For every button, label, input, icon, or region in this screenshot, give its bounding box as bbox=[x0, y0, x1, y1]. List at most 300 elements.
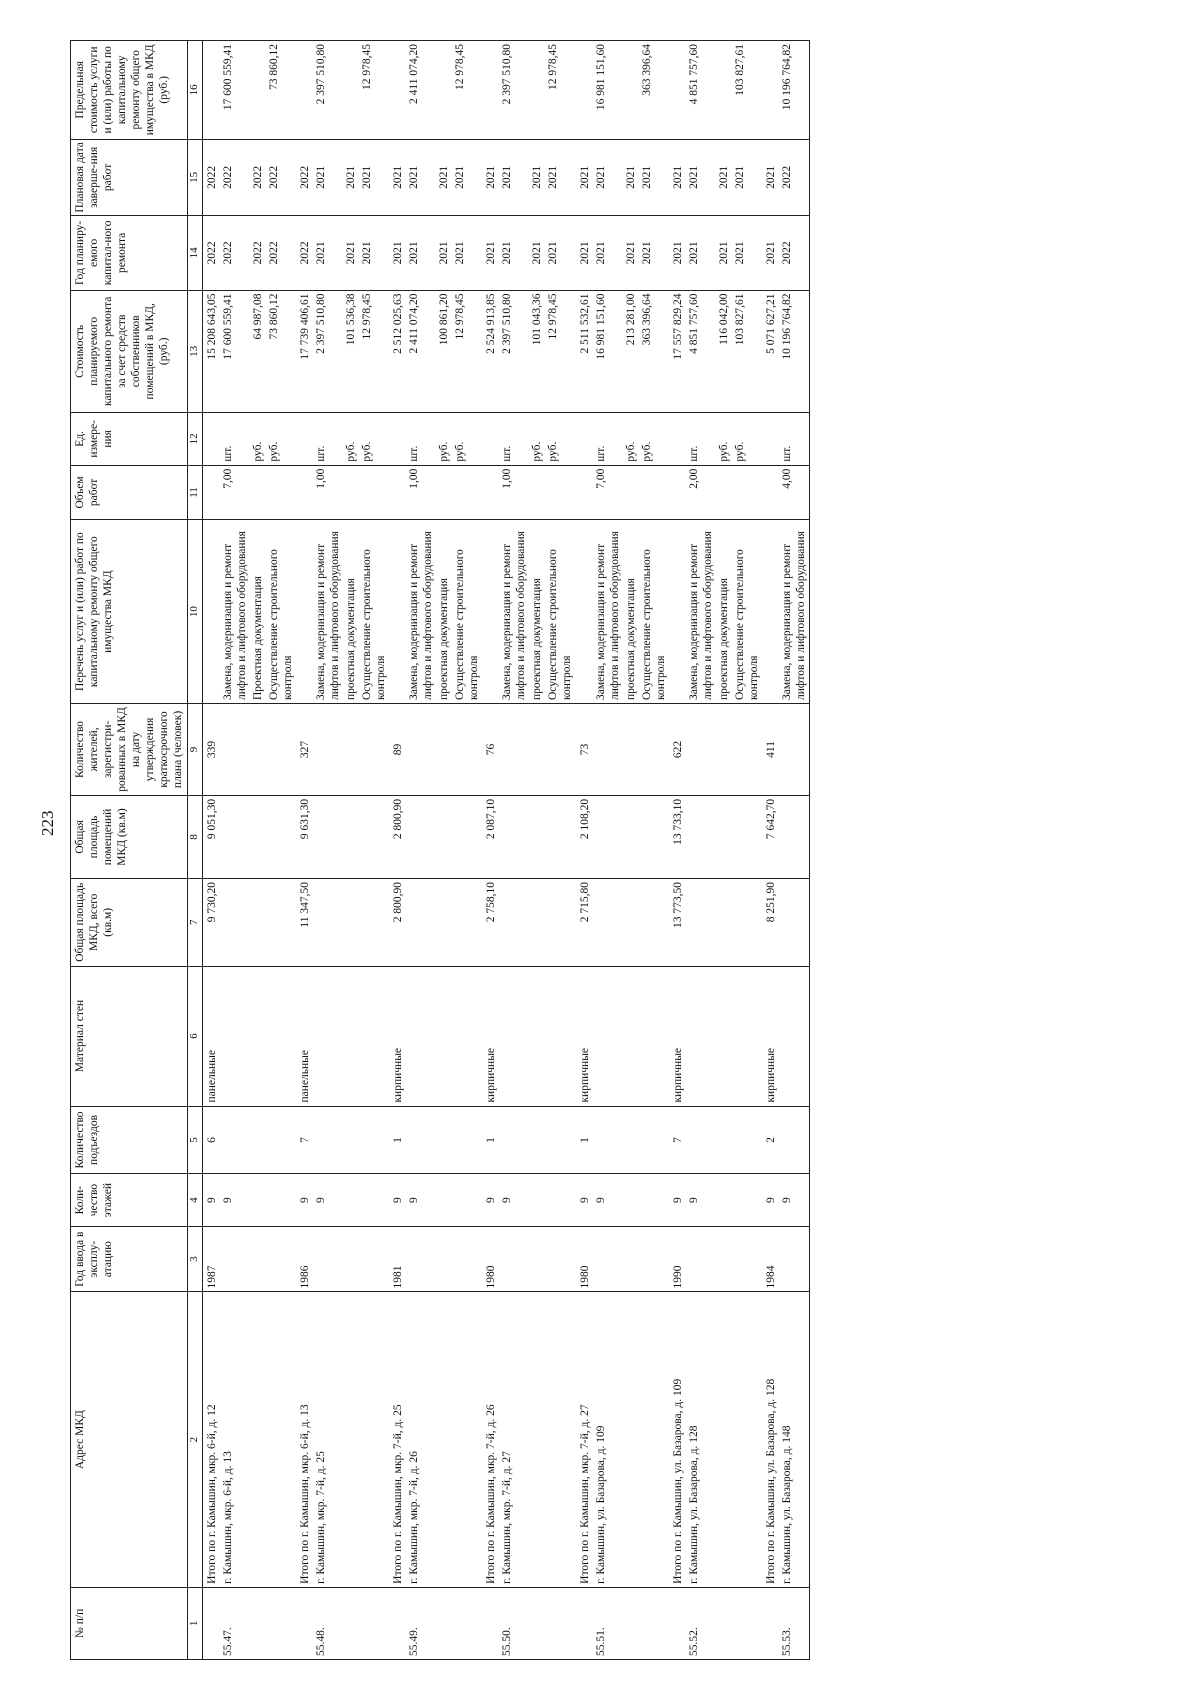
table-cell: 1 bbox=[389, 1106, 406, 1174]
table-cell bbox=[296, 413, 313, 466]
table-cell: проектная документация bbox=[343, 520, 359, 704]
table-cell: Осуществление строительного контроля bbox=[545, 520, 575, 704]
table-cell bbox=[436, 1174, 452, 1227]
table-cell bbox=[716, 1587, 732, 1659]
table-cell bbox=[389, 465, 406, 520]
table-cell: 2021 bbox=[732, 216, 762, 290]
table-cell bbox=[436, 966, 452, 1106]
table-cell bbox=[452, 1106, 482, 1174]
table-cell bbox=[389, 413, 406, 466]
table-row bbox=[359, 41, 389, 1660]
table-cell: Замена, модернизация и ремонт лифтов и лифтового оборудования bbox=[406, 520, 436, 704]
table-cell: проектная документация bbox=[623, 520, 639, 704]
table-cell bbox=[576, 413, 593, 466]
table-cell: Осуществление строительного контроля bbox=[266, 520, 296, 704]
table-cell: 2021 bbox=[529, 139, 545, 216]
table-cell bbox=[545, 465, 575, 520]
table-cell bbox=[529, 1226, 545, 1292]
column-header-14: Год планиру-емого капитал-ного ремонта bbox=[71, 216, 188, 290]
table-cell: 2 758,10 bbox=[482, 879, 499, 967]
table-cell: кирпичные bbox=[482, 966, 499, 1106]
table-cell: 2 411 074,20 bbox=[406, 41, 436, 140]
table-cell bbox=[452, 879, 482, 967]
column-number-13: 13 bbox=[188, 290, 203, 413]
table-cell: 8 251,90 bbox=[762, 879, 779, 967]
table-cell: 9 bbox=[313, 1174, 343, 1227]
table-cell bbox=[576, 465, 593, 520]
table-cell bbox=[343, 1292, 359, 1587]
table-cell: кирпичные bbox=[762, 966, 779, 1106]
table-cell: 2 397 510,80 bbox=[313, 41, 343, 140]
table-cell bbox=[623, 704, 639, 796]
column-header-13: Стоимость планируемого капитального ремонта за счет средств собственников помещений в МКД, (руб.) bbox=[71, 290, 188, 413]
table-cell bbox=[499, 1226, 529, 1292]
table-cell: 2 512 025,63 bbox=[389, 290, 406, 413]
table-cell bbox=[732, 966, 762, 1106]
table-cell bbox=[529, 465, 545, 520]
table-cell: 9 bbox=[576, 1174, 593, 1227]
table-cell: Итого по г. Камышин, мкр. 6-й, д. 13 bbox=[296, 1292, 313, 1587]
table-row bbox=[220, 41, 250, 1660]
table-cell: 12 978,45 bbox=[359, 290, 389, 413]
table-cell: Осуществление строительного контроля bbox=[639, 520, 669, 704]
table-cell bbox=[359, 1226, 389, 1292]
table-cell: 9 bbox=[482, 1174, 499, 1227]
table-cell bbox=[313, 966, 343, 1106]
table-cell: 9 bbox=[593, 1174, 623, 1227]
table-cell: 1986 bbox=[296, 1226, 313, 1292]
table-cell: 2022 bbox=[250, 139, 266, 216]
table-cell: руб. bbox=[623, 413, 639, 466]
column-header-12: Ед. измере-ния bbox=[71, 413, 188, 466]
table-cell bbox=[343, 966, 359, 1106]
table-cell bbox=[266, 1292, 296, 1587]
table-cell bbox=[716, 966, 732, 1106]
column-number-14: 14 bbox=[188, 216, 203, 290]
table-cell: шт. bbox=[499, 413, 529, 466]
table-cell bbox=[250, 41, 266, 140]
table-cell: г. Камышин, мкр. 7-й, д. 27 bbox=[499, 1292, 529, 1587]
table-cell bbox=[716, 41, 732, 140]
table-cell: 7,00 bbox=[593, 465, 623, 520]
table-cell bbox=[669, 41, 686, 140]
table-cell: 55.53. bbox=[779, 1587, 810, 1659]
table-row bbox=[482, 41, 499, 1660]
table-cell bbox=[623, 1174, 639, 1227]
column-header-10: Перечень услуг и (или) работ по капитальному ремонту общего имущества МКД bbox=[71, 520, 188, 704]
table-cell bbox=[593, 795, 623, 878]
table-cell: руб. bbox=[545, 413, 575, 466]
table-cell: 2021 bbox=[686, 216, 716, 290]
table-cell bbox=[220, 1106, 250, 1174]
table-cell: руб. bbox=[266, 413, 296, 466]
table-cell: 15 208 643,05 bbox=[203, 290, 221, 413]
table-cell bbox=[482, 41, 499, 140]
table-cell bbox=[482, 413, 499, 466]
table-cell: 2021 bbox=[576, 216, 593, 290]
table-row bbox=[452, 41, 482, 1660]
table-cell bbox=[499, 1106, 529, 1174]
table-cell: 4,00 bbox=[779, 465, 810, 520]
table-cell: шт. bbox=[313, 413, 343, 466]
table-cell bbox=[779, 795, 810, 878]
table-cell bbox=[669, 520, 686, 704]
column-number-12: 12 bbox=[188, 413, 203, 466]
table-cell bbox=[779, 966, 810, 1106]
table-cell bbox=[343, 1226, 359, 1292]
table-cell: 2022 bbox=[220, 139, 250, 216]
table-cell bbox=[266, 966, 296, 1106]
table-cell: 9 631,30 bbox=[296, 795, 313, 878]
table-row bbox=[732, 41, 762, 1660]
table-cell: 103 827,61 bbox=[732, 290, 762, 413]
table-cell: 2021 bbox=[482, 139, 499, 216]
table-cell bbox=[716, 1226, 732, 1292]
column-header-4: Коли-чество этажей bbox=[71, 1174, 188, 1227]
table-cell: 12 978,45 bbox=[452, 290, 482, 413]
table-cell bbox=[436, 1106, 452, 1174]
table-cell bbox=[343, 1174, 359, 1227]
table-cell: 2021 bbox=[669, 216, 686, 290]
table-cell: 1,00 bbox=[313, 465, 343, 520]
table-cell bbox=[529, 1106, 545, 1174]
table-cell: 17 557 829,24 bbox=[669, 290, 686, 413]
table-cell: 2 800,90 bbox=[389, 879, 406, 967]
table-cell: 2021 bbox=[406, 139, 436, 216]
table-cell: 1984 bbox=[762, 1226, 779, 1292]
table-cell bbox=[529, 795, 545, 878]
table-row bbox=[529, 41, 545, 1660]
table-cell: 9 bbox=[389, 1174, 406, 1227]
table-cell bbox=[220, 1226, 250, 1292]
table-cell bbox=[250, 1106, 266, 1174]
page-number: 223 bbox=[38, 810, 57, 836]
table-cell: 1981 bbox=[389, 1226, 406, 1292]
table-cell bbox=[686, 879, 716, 967]
rotated-table-wrapper bbox=[70, 40, 1190, 1660]
table-cell: Итого по г. Камышин, мкр. 7-й, д. 27 bbox=[576, 1292, 593, 1587]
table-cell bbox=[545, 1226, 575, 1292]
table-cell bbox=[499, 879, 529, 967]
table-cell bbox=[639, 879, 669, 967]
table-cell: 2 108,20 bbox=[576, 795, 593, 878]
table-cell: 9 bbox=[762, 1174, 779, 1227]
table-cell bbox=[266, 879, 296, 967]
table-cell bbox=[669, 1587, 686, 1659]
table-cell: 1 bbox=[482, 1106, 499, 1174]
table-cell bbox=[313, 879, 343, 967]
table-cell bbox=[639, 465, 669, 520]
table-cell: шт. bbox=[220, 413, 250, 466]
table-cell: г. Камышин, мкр. 6-й, д. 13 bbox=[220, 1292, 250, 1587]
table-row bbox=[686, 41, 716, 1660]
table-cell bbox=[545, 795, 575, 878]
table-cell: панельные bbox=[203, 966, 221, 1106]
table-cell: 101 043,36 bbox=[529, 290, 545, 413]
table-cell bbox=[623, 465, 639, 520]
table-cell: 1987 bbox=[203, 1226, 221, 1292]
table-body bbox=[203, 41, 810, 1660]
table-cell: 2 397 510,80 bbox=[499, 41, 529, 140]
table-cell bbox=[529, 879, 545, 967]
table-cell bbox=[686, 1226, 716, 1292]
table-cell bbox=[220, 966, 250, 1106]
column-number-15: 15 bbox=[188, 139, 203, 216]
table-cell: 2 397 510,80 bbox=[313, 290, 343, 413]
table-cell: 9 730,20 bbox=[203, 879, 221, 967]
column-header-15: Плановая дата заверше-ния работ bbox=[71, 139, 188, 216]
table-cell bbox=[343, 795, 359, 878]
table-cell bbox=[359, 1174, 389, 1227]
table-cell bbox=[220, 704, 250, 796]
table-cell: 2021 bbox=[686, 139, 716, 216]
table-cell bbox=[313, 1226, 343, 1292]
table-cell bbox=[779, 1226, 810, 1292]
table-cell: проектная документация bbox=[529, 520, 545, 704]
table-cell bbox=[359, 966, 389, 1106]
table-cell: 9 051,30 bbox=[203, 795, 221, 878]
table-cell: проектная документация bbox=[436, 520, 452, 704]
table-cell: 2022 bbox=[266, 216, 296, 290]
table-cell bbox=[343, 1587, 359, 1659]
table-cell: 5 071 627,21 bbox=[762, 290, 779, 413]
table-cell bbox=[359, 1587, 389, 1659]
table-row bbox=[343, 41, 359, 1660]
table-cell bbox=[359, 879, 389, 967]
table-cell: 2021 bbox=[716, 139, 732, 216]
table-cell bbox=[779, 1106, 810, 1174]
table-cell: 411 bbox=[762, 704, 779, 796]
table-cell bbox=[452, 1226, 482, 1292]
table-cell bbox=[732, 704, 762, 796]
table-cell bbox=[716, 1292, 732, 1587]
table-cell bbox=[716, 465, 732, 520]
column-number-5: 5 bbox=[188, 1106, 203, 1174]
table-cell: 2021 bbox=[389, 216, 406, 290]
table-cell bbox=[266, 1587, 296, 1659]
table-cell: 73 860,12 bbox=[266, 41, 296, 140]
table-cell bbox=[436, 1587, 452, 1659]
table-cell: 9 bbox=[406, 1174, 436, 1227]
table-cell: г. Камышин, ул. Базарова, д. 148 bbox=[779, 1292, 810, 1587]
column-header-7: Общая площадь МКД, всего (кв.м) bbox=[71, 879, 188, 967]
table-cell bbox=[499, 795, 529, 878]
table-cell: руб. bbox=[343, 413, 359, 466]
column-number-10: 10 bbox=[188, 520, 203, 704]
table-cell: 9 bbox=[296, 1174, 313, 1227]
table-cell: руб. bbox=[639, 413, 669, 466]
table-row bbox=[250, 41, 266, 1660]
table-cell bbox=[686, 795, 716, 878]
table-cell: 2021 bbox=[545, 216, 575, 290]
column-header-11: Объем работ bbox=[71, 465, 188, 520]
table-cell: 17 739 406,61 bbox=[296, 290, 313, 413]
table-cell bbox=[545, 1292, 575, 1587]
table-cell bbox=[576, 1587, 593, 1659]
table-cell: 73 860,12 bbox=[266, 290, 296, 413]
table-row bbox=[576, 41, 593, 1660]
table-cell bbox=[529, 1587, 545, 1659]
table-cell: 2021 bbox=[343, 139, 359, 216]
table-cell: Осуществление строительного контроля bbox=[732, 520, 762, 704]
table-cell bbox=[716, 1106, 732, 1174]
table-cell bbox=[296, 465, 313, 520]
table-cell: руб. bbox=[716, 413, 732, 466]
table-cell: шт. bbox=[686, 413, 716, 466]
table-cell bbox=[436, 41, 452, 140]
table-cell: 1990 bbox=[669, 1226, 686, 1292]
table-cell: 13 773,50 bbox=[669, 879, 686, 967]
table-cell bbox=[452, 1587, 482, 1659]
table-cell bbox=[220, 879, 250, 967]
table-cell: 4 851 757,60 bbox=[686, 41, 716, 140]
table-cell bbox=[779, 879, 810, 967]
table-cell bbox=[406, 966, 436, 1106]
table-cell: Итого по г. Камышин, мкр. 7-й, д. 25 bbox=[389, 1292, 406, 1587]
table-cell bbox=[452, 704, 482, 796]
capital-repair-table bbox=[70, 40, 810, 1660]
table-cell: 55.47. bbox=[220, 1587, 250, 1659]
table-cell bbox=[669, 465, 686, 520]
table-row bbox=[313, 41, 343, 1660]
table-cell: 9 bbox=[499, 1174, 529, 1227]
table-cell bbox=[593, 1106, 623, 1174]
table-cell bbox=[250, 465, 266, 520]
table-row bbox=[203, 41, 221, 1660]
table-cell: 363 396,64 bbox=[639, 41, 669, 140]
table-cell bbox=[266, 704, 296, 796]
table-cell bbox=[639, 704, 669, 796]
table-cell: шт. bbox=[593, 413, 623, 466]
table-cell bbox=[436, 879, 452, 967]
table-cell: 12 978,45 bbox=[545, 290, 575, 413]
table-cell: 7,00 bbox=[220, 465, 250, 520]
table-cell: Замена, модернизация и ремонт лифтов и лифтового оборудования bbox=[593, 520, 623, 704]
table-cell: 2021 bbox=[576, 139, 593, 216]
table-cell bbox=[313, 795, 343, 878]
table-cell bbox=[762, 465, 779, 520]
table-cell bbox=[359, 795, 389, 878]
table-cell bbox=[499, 966, 529, 1106]
table-row bbox=[266, 41, 296, 1660]
table-cell: 339 bbox=[203, 704, 221, 796]
table-cell bbox=[250, 966, 266, 1106]
table-cell: 13 733,10 bbox=[669, 795, 686, 878]
table-cell bbox=[313, 704, 343, 796]
table-cell bbox=[639, 1106, 669, 1174]
table-cell bbox=[296, 41, 313, 140]
table-cell: 17 600 559,41 bbox=[220, 41, 250, 140]
table-cell bbox=[686, 1106, 716, 1174]
table-header bbox=[71, 41, 203, 1660]
table-cell bbox=[623, 966, 639, 1106]
table-cell bbox=[452, 465, 482, 520]
table-cell: Итого по г. Камышин, мкр. 7-й, д. 26 bbox=[482, 1292, 499, 1587]
column-header-9: Количество жителей, зарегистри-рованных в МКД на дату утверждения краткосрочного плана (человек) bbox=[71, 704, 188, 796]
column-number-11: 11 bbox=[188, 465, 203, 520]
table-cell: Итого по г. Камышин, ул. Базарова, д. 109 bbox=[669, 1292, 686, 1587]
table-row bbox=[296, 41, 313, 1660]
table-cell: 2021 bbox=[499, 139, 529, 216]
table-cell bbox=[716, 879, 732, 967]
table-cell bbox=[406, 1106, 436, 1174]
column-number-4: 4 bbox=[188, 1174, 203, 1227]
table-cell bbox=[732, 879, 762, 967]
table-cell: 1 bbox=[576, 1106, 593, 1174]
table-cell bbox=[686, 704, 716, 796]
table-cell bbox=[343, 704, 359, 796]
column-number-row bbox=[188, 41, 203, 1660]
table-cell bbox=[452, 1292, 482, 1587]
table-cell: руб. bbox=[732, 413, 762, 466]
table-cell bbox=[623, 1226, 639, 1292]
table-cell: 12 978,45 bbox=[452, 41, 482, 140]
table-cell: 10 196 764,82 bbox=[779, 41, 810, 140]
table-cell: г. Камышин, мкр. 7-й, д. 26 bbox=[406, 1292, 436, 1587]
table-cell bbox=[716, 1174, 732, 1227]
table-cell bbox=[623, 879, 639, 967]
column-header-8: Общая площадь помещений МКД (кв.м) bbox=[71, 795, 188, 878]
table-cell: 9 bbox=[779, 1174, 810, 1227]
table-cell bbox=[716, 704, 732, 796]
header-row bbox=[71, 41, 188, 1660]
table-cell: 11 347,50 bbox=[296, 879, 313, 967]
table-cell bbox=[359, 1106, 389, 1174]
table-cell: 2 511 532,61 bbox=[576, 290, 593, 413]
table-cell bbox=[623, 41, 639, 140]
column-number-7: 7 bbox=[188, 879, 203, 967]
table-cell: 2021 bbox=[623, 139, 639, 216]
table-cell bbox=[203, 465, 221, 520]
table-cell bbox=[639, 1292, 669, 1587]
table-cell: 9 bbox=[686, 1174, 716, 1227]
table-cell: г. Камышин, ул. Базарова, д. 109 bbox=[593, 1292, 623, 1587]
table-cell: 6 bbox=[203, 1106, 221, 1174]
table-row bbox=[593, 41, 623, 1660]
table-cell: 1,00 bbox=[406, 465, 436, 520]
table-cell: 2021 bbox=[452, 139, 482, 216]
table-cell: 101 536,38 bbox=[343, 290, 359, 413]
table-cell bbox=[250, 879, 266, 967]
table-cell: 2022 bbox=[250, 216, 266, 290]
table-cell: Замена, модернизация и ремонт лифтов и лифтового оборудования bbox=[686, 520, 716, 704]
table-cell bbox=[266, 1106, 296, 1174]
table-cell: 2021 bbox=[452, 216, 482, 290]
table-cell: 2021 bbox=[482, 216, 499, 290]
table-cell: 2022 bbox=[779, 139, 810, 216]
table-cell bbox=[359, 1292, 389, 1587]
table-cell: 213 281,00 bbox=[623, 290, 639, 413]
table-cell: Осуществление строительного контроля bbox=[452, 520, 482, 704]
table-cell: кирпичные bbox=[576, 966, 593, 1106]
table-cell: г. Камышин, мкр. 7-й, д. 25 bbox=[313, 1292, 343, 1587]
table-cell: Замена, модернизация и ремонт лифтов и лифтового оборудования bbox=[779, 520, 810, 704]
table-cell bbox=[529, 41, 545, 140]
table-cell bbox=[762, 1587, 779, 1659]
column-header-16: Предельная стоимость услуги и (или) работы по капитальному ремонту общего имущества в МКД (руб.) bbox=[71, 41, 188, 140]
table-row bbox=[436, 41, 452, 1660]
column-header-5: Количество подъездов bbox=[71, 1106, 188, 1174]
table-cell: 64 987,08 bbox=[250, 290, 266, 413]
table-cell: 55.49. bbox=[406, 1587, 436, 1659]
table-cell bbox=[576, 41, 593, 140]
table-cell bbox=[545, 1587, 575, 1659]
table-cell bbox=[452, 1174, 482, 1227]
table-cell: проектная документация bbox=[716, 520, 732, 704]
table-cell bbox=[266, 1174, 296, 1227]
table-cell bbox=[266, 795, 296, 878]
table-cell: 1980 bbox=[576, 1226, 593, 1292]
